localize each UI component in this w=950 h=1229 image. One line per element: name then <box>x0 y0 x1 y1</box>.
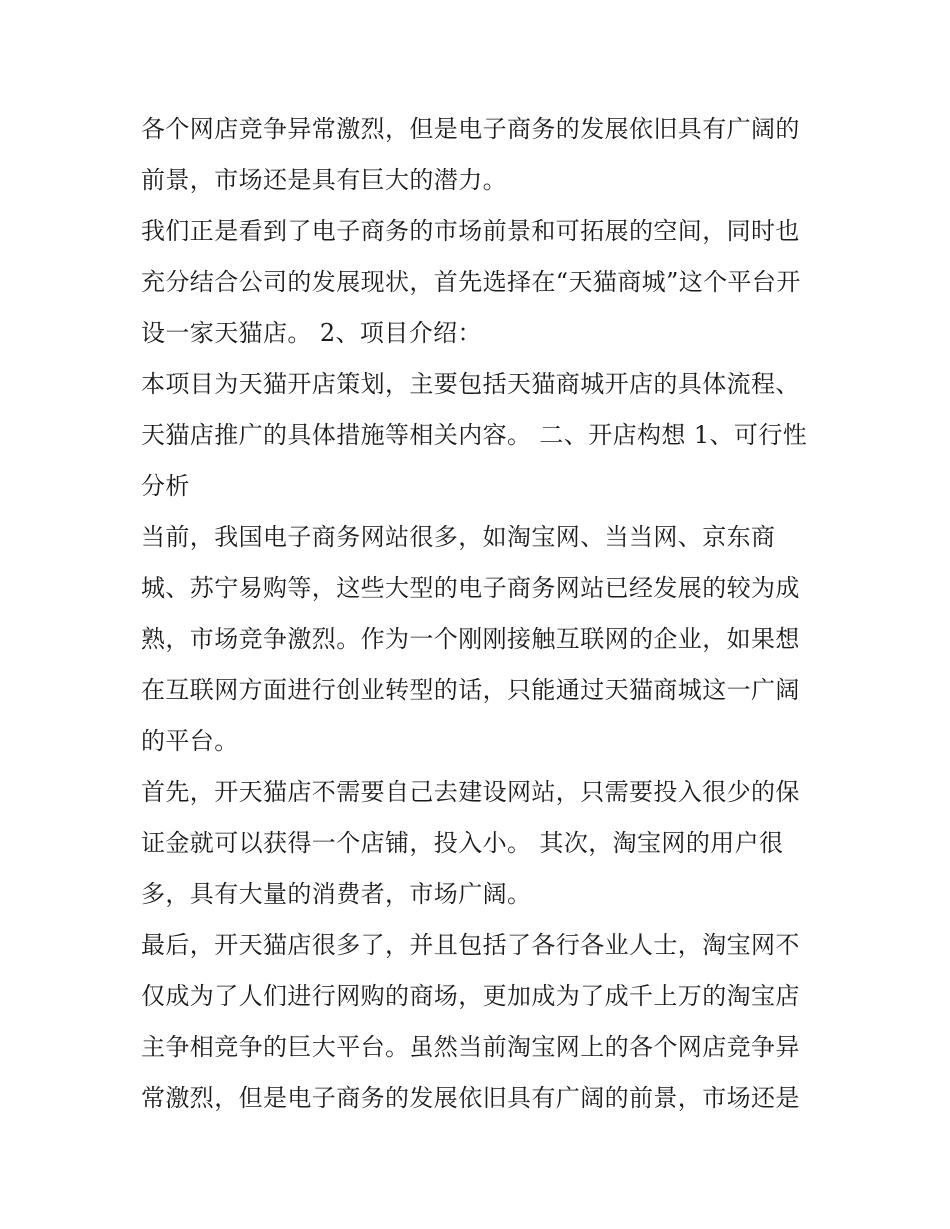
text-line: 城、苏宁易购等，这些大型的电子商务网站已经发展的较为成 <box>141 574 800 602</box>
text-line: 充分结合公司的发展现状，首先选择在“天猫商城”这个平台开 <box>141 268 801 296</box>
text-line: 常激烈，但是电子商务的发展依旧具有广阔的前景，市场还是 <box>141 1084 800 1112</box>
text-line: 分析 <box>141 472 190 500</box>
text-line: 设一家天猫店。 2、项目介绍： <box>141 319 482 347</box>
text-line: 的平台。 <box>141 727 239 755</box>
text-line: 各个网店竞争异常激烈，但是电子商务的发展依旧具有广阔的 <box>141 115 800 143</box>
text-line: 仅成为了人们进行网购的商场，更加成为了成千上万的淘宝店 <box>141 982 800 1010</box>
text-line: 天猫店推广的具体措施等相关内容。 二、开店构想 1、可行性 <box>141 421 808 449</box>
text-line: 主争相竞争的巨大平台。虽然当前淘宝网上的各个网店竞争异 <box>141 1033 800 1061</box>
text-line: 本项目为天猫开店策划，主要包括天猫商城开店的具体流程、 <box>141 370 800 398</box>
text-line: 多，具有大量的消费者，市场广阔。 <box>141 880 532 908</box>
text-line: 前景，市场还是具有巨大的潜力。 <box>141 166 507 194</box>
text-line: 当前，我国电子商务网站很多，如淘宝网、当当网、京东商 <box>141 523 776 551</box>
text-line: 在互联网方面进行创业转型的话，只能通过天猫商城这一广阔 <box>141 676 800 704</box>
text-line: 证金就可以获得一个店铺，投入小。 其次，淘宝网的用户很 <box>141 829 784 857</box>
text-line: 熟，市场竞争激烈。作为一个刚刚接触互联网的企业，如果想 <box>141 625 800 653</box>
text-line: 最后，开天猫店很多了，并且包括了各行各业人士，淘宝网不 <box>141 931 800 959</box>
text-line: 我们正是看到了电子商务的市场前景和可拓展的空间，同时也 <box>141 217 800 245</box>
text-line: 首先，开天猫店不需要自己去建设网站，只需要投入很少的保 <box>141 778 800 806</box>
document-page <box>141 104 821 1124</box>
